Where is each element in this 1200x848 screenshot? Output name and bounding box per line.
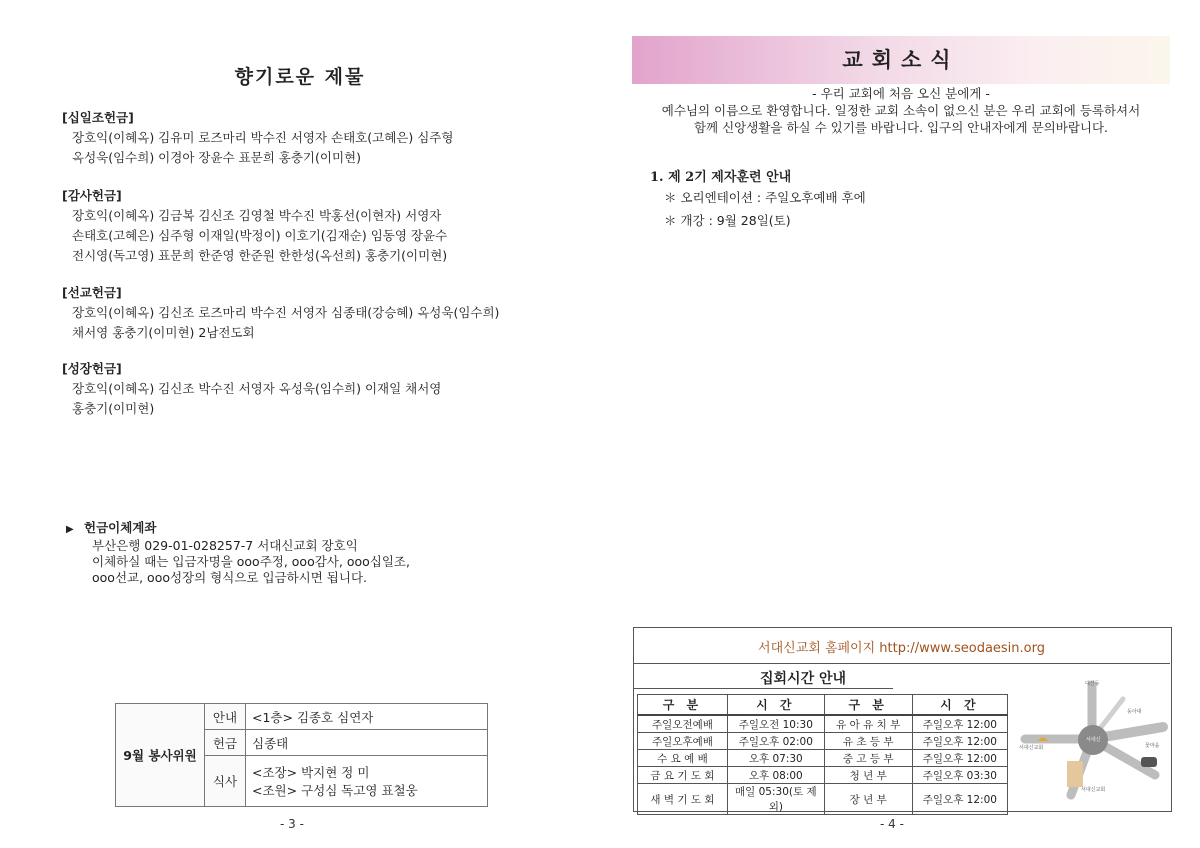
table-row [638, 784, 1008, 815]
transfer-account-block [66, 520, 410, 586]
gathering-title: 집회시간 안내 [760, 671, 847, 687]
transfer-title: 헌금이체계좌 [84, 520, 157, 535]
offering-section-thanks [62, 186, 447, 266]
role-label: 헌금 [205, 730, 246, 756]
table-cell: 청 년 부 [824, 767, 912, 784]
table-cell: 오후 08:00 [727, 767, 824, 784]
triangle-right-icon: ▶ [66, 524, 74, 535]
role-name-line: <조원> 구성심 독고영 표철웅 [252, 783, 418, 799]
table-cell: 주일오전 10:30 [727, 715, 824, 733]
homepage-link[interactable]: 서대신교회 홈페이지 http://www.seodaesin.org [758, 641, 1045, 656]
role-names: 심종태 [246, 730, 488, 756]
section-heading: [선교헌금] [62, 285, 122, 300]
section-heading: [감사헌금] [62, 188, 122, 203]
table-cell: 유 아 유 치 부 [824, 715, 912, 733]
service-committee-table [115, 703, 488, 807]
table-cell: 매일 05:30(토 제외) [727, 784, 824, 815]
offering-section-mission [62, 283, 499, 343]
page-number-right: - 4 - [880, 817, 904, 831]
role-label: 안내 [205, 704, 246, 730]
donor-line: 장호익(이혜옥) 김신조 박수진 서영자 옥성욱(임수희) 이재일 채서영 [72, 381, 442, 396]
role-label: 식사 [205, 756, 246, 807]
transfer-line: 부산은행 029-01-028257-7 서대신교회 장호익 [92, 538, 358, 553]
table-row [638, 733, 1008, 750]
table-cell: 장 년 부 [824, 784, 912, 815]
table-cell: 주일오후 12:00 [912, 784, 1007, 815]
table-cell: 새 벽 기 도 회 [638, 784, 728, 815]
donor-line: 홍충기(이미현) [72, 401, 155, 416]
table-cell: 금 요 기 도 회 [638, 767, 728, 784]
table-cell: 주일오후예배 [638, 733, 728, 750]
column-header: 시 간 [727, 695, 824, 716]
notice-item: ＊ 개강 : 9월 28일(토) [664, 213, 791, 228]
table-cell: 주일오후 12:00 [912, 715, 1007, 733]
map-label: 서대신교회 [1019, 745, 1044, 751]
transfer-line: ooo선교, ooo성장의 형식으로 입금하시면 됩니다. [92, 570, 368, 585]
table-cell: 주일오후 03:30 [912, 767, 1007, 784]
table-cell: 주일오후 12:00 [912, 750, 1007, 767]
column-header: 시 간 [912, 695, 1007, 716]
map-label: 대신동 [1085, 681, 1100, 687]
car-icon [1141, 757, 1157, 767]
section-heading: [십일조헌금] [62, 110, 134, 125]
donor-line: 장호익(이혜옥) 김유미 로즈마리 박수진 서영자 손태호(고혜은) 심주형 [72, 130, 454, 145]
welcome-message [632, 85, 1170, 136]
offering-section-growth [62, 359, 441, 419]
map-label: 서대신 [1086, 737, 1101, 743]
role-name-line: <조장> 박지현 정 미 [252, 765, 370, 781]
church-building-icon [1067, 761, 1083, 787]
table-row [638, 715, 1008, 733]
table-cell: 오후 07:30 [727, 750, 824, 767]
table-cell: 수 요 예 배 [638, 750, 728, 767]
welcome-subtitle: - 우리 교회에 처음 오신 분에게 - [812, 86, 990, 101]
map-label: 꽃마을 [1145, 743, 1160, 749]
role-names: <1층> 김종호 심연자 [246, 704, 488, 730]
donor-line: 장호익(이혜옥) 김신조 로즈마리 박수진 서영자 심종태(강승혜) 옥성욱(임수희) [72, 305, 500, 320]
notice-item: ＊ 오리엔테이션 : 주일오후예배 후에 [664, 190, 866, 205]
offering-section-tithe [62, 108, 453, 168]
divider [633, 663, 1170, 664]
transfer-line: 이체하실 때는 입금자명을 ooo주정, ooo감사, ooo십일조, [92, 554, 410, 569]
gathering-schedule-table [637, 694, 1008, 815]
service-committee-title: 9월 봉사위원 [116, 704, 205, 807]
map-label: 동아대 [1127, 709, 1142, 715]
welcome-line: 함께 신앙생활을 하실 수 있기를 바랍니다. 입구의 안내자에게 문의바랍니다. [693, 120, 1109, 135]
divider [633, 688, 893, 689]
donor-line: 옥성욱(임수희) 이경아 장윤수 표문희 홍충기(이미현) [72, 150, 361, 165]
donor-line: 장호익(이혜옥) 김금복 김신조 김영철 박수진 박홍선(이현자) 서영자 [72, 208, 442, 223]
offering-page-title: 향기로운 제물 [234, 66, 366, 88]
news-banner-title: 교회소식 [842, 47, 960, 72]
welcome-line: 예수님의 이름으로 환영합니다. 일정한 교회 소속이 없으신 분은 우리 교회에 등록하셔서 [661, 103, 1141, 118]
donor-line: 손태호(고혜은) 심주형 이재일(박정이) 이호기(김재순) 임동영 장윤수 [72, 228, 448, 243]
donor-line: 채서영 홍충기(이미현) 2남전도회 [72, 325, 255, 340]
table-cell: 주일오후 02:00 [727, 733, 824, 750]
notice-heading: 1. 제 2기 제자훈련 안내 [650, 170, 792, 185]
table-cell: 유 초 등 부 [824, 733, 912, 750]
table-cell: 중 고 등 부 [824, 750, 912, 767]
page-number-left: - 3 - [280, 817, 304, 831]
column-header: 구 분 [638, 695, 728, 716]
role-names [246, 756, 488, 807]
map-label: 서대신교회 [1081, 787, 1106, 793]
table-cell: 주일오후 12:00 [912, 733, 1007, 750]
column-header: 구 분 [824, 695, 912, 716]
table-header-row [638, 695, 1008, 716]
donor-line: 전시영(독고영) 표문희 한준영 한준원 한한성(옥선희) 홍충기(이미현) [72, 248, 448, 263]
table-cell: 주일오전예배 [638, 715, 728, 733]
section-heading: [성장헌금] [62, 361, 122, 376]
church-location-map [1015, 677, 1169, 805]
table-row [638, 750, 1008, 767]
table-row [638, 767, 1008, 784]
